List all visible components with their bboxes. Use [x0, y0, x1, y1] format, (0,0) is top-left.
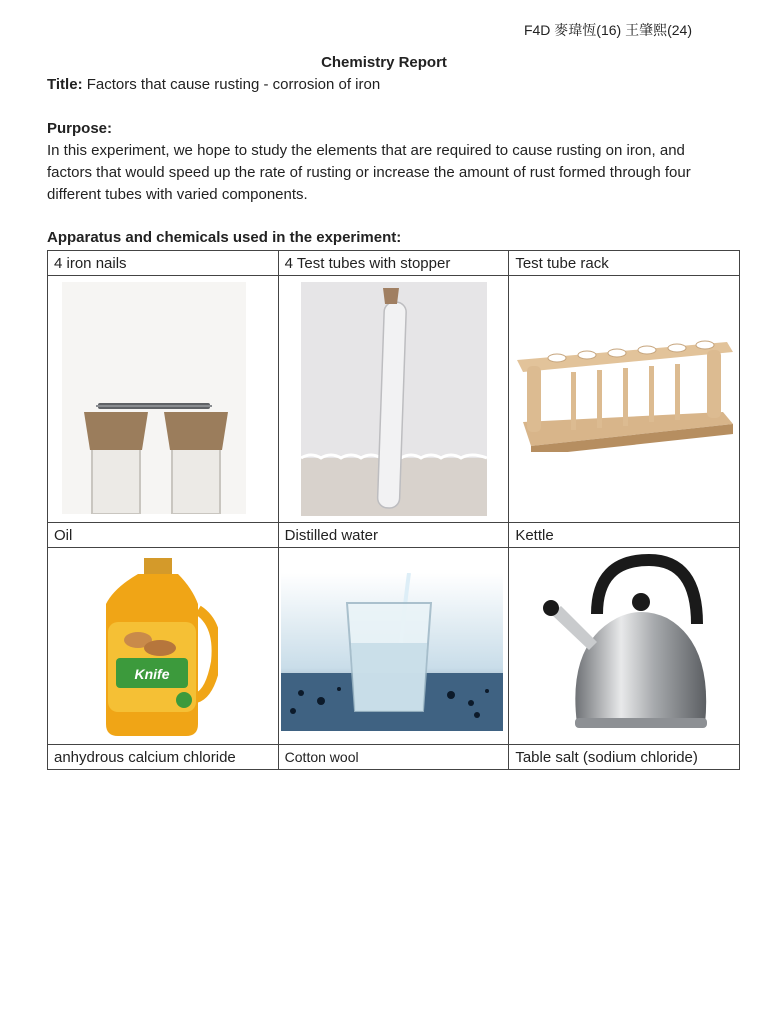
- apparatus-label: Apparatus and chemicals used in the experiment:: [47, 229, 402, 246]
- cell-table-salt: Table salt (sodium chloride): [509, 745, 740, 770]
- cell-iron-nails-image: [48, 276, 279, 523]
- water-glass-image: [281, 573, 503, 731]
- cell-calcium-chloride: anhydrous calcium chloride: [48, 745, 279, 770]
- purpose-label: Purpose:: [47, 120, 113, 137]
- oil-bottle-image: [98, 558, 218, 738]
- title-label: Title:: [47, 76, 83, 93]
- cell-test-tube-image: [278, 276, 509, 523]
- report-heading: Chemistry Report: [321, 54, 447, 71]
- cell-test-tube-rack: Test tube rack: [509, 251, 740, 276]
- cell-iron-nails: 4 iron nails: [48, 251, 279, 276]
- cell-cotton-wool: Cotton wool: [278, 745, 509, 770]
- cell-kettle-image: [509, 548, 740, 745]
- table-row: [48, 251, 740, 276]
- cell-water-image: [278, 548, 509, 745]
- table-row: [48, 523, 740, 548]
- author-header: F4D 麥瑋恆(16) 王肇熙(24): [523, 22, 692, 38]
- test-tube-rack-image: [513, 336, 735, 452]
- cell-rack-image: [509, 276, 740, 523]
- table-row: [48, 276, 740, 523]
- test-tube-image: [301, 282, 487, 516]
- iron-nails-image: [62, 282, 246, 514]
- title-text: Factors that cause rusting - corrosion of iron: [86, 76, 381, 93]
- cell-kettle: Kettle: [509, 523, 740, 548]
- oil-brand-text: Knife: [134, 666, 170, 682]
- table-row: [48, 548, 740, 745]
- cell-oil-image: [48, 548, 279, 745]
- kettle-image: [537, 554, 707, 732]
- cell-oil: Oil: [48, 523, 279, 548]
- apparatus-table: [47, 250, 740, 770]
- table-row: [48, 745, 740, 770]
- cell-test-tubes: 4 Test tubes with stopper: [278, 251, 509, 276]
- cell-distilled-water: Distilled water: [278, 523, 509, 548]
- purpose-text: In this experiment, we hope to study the elements that are required to cause rusting on iron, and factors that would speed up the rate of rusting or increase the amount of rust formed through four different tubes with varied components.: [47, 142, 691, 203]
- title-line: [47, 74, 380, 96]
